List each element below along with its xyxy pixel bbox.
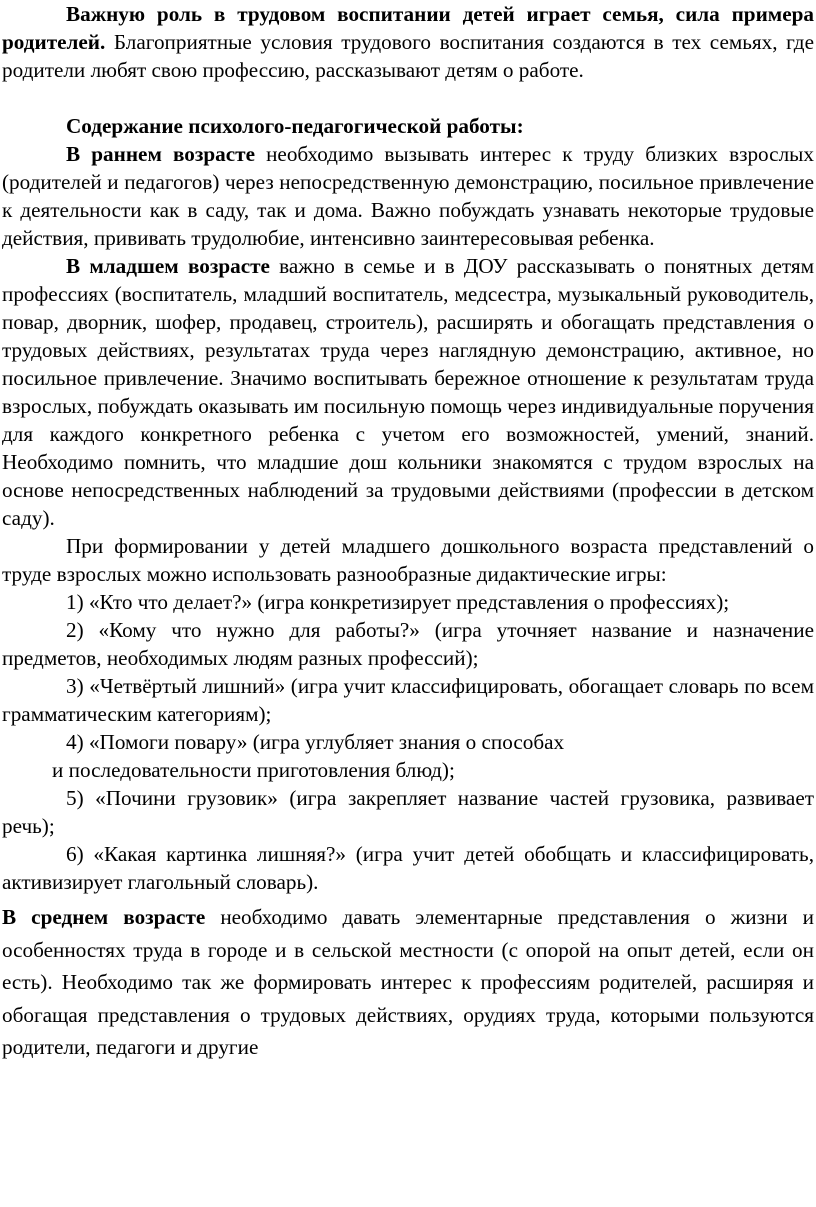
intro-paragraph	[2, 0, 814, 84]
early-bold: В раннем возрасте	[66, 142, 255, 166]
middle-text: необходимо давать элементарные представления о жизни и особенностях труда в городе и в сельской местности (с опорой на опыт детей, если он есть). Необходимо так же формировать интерес к профессиям родителей, расширяя и обогащая представления о трудовых действиях, орудиях труда, которыми пользуются родители, педагоги и другие	[2, 905, 814, 1059]
middle-bold: В среднем возрасте	[2, 905, 206, 929]
junior-age-paragraph	[2, 252, 814, 532]
section-title-text: Содержание психолого-педагогической работы:	[66, 114, 524, 138]
list-item: 5) «Почини грузовик» (игра закрепляет название частей грузовика, развивает речь);	[2, 786, 814, 838]
list-item: 2) «Кому что нужно для работы?» (игра уточняет название и назначение предметов, необходимых людям разных профессий);	[2, 618, 814, 670]
list-item: 6) «Какая картинка лишняя?» (игра учит детей обобщать и классифицировать, активизирует глагольный словарь).	[2, 842, 814, 894]
junior-text: важно в семье и в ДОУ рассказывать о понятных детям профессиях (воспитатель, младший воспитатель, медсестра, музыкальный руководитель, повар, дворник, шофер, продавец, строитель), расширять и обогащать представления о трудовых действиях, результатах труда через наглядную демонстрацию, активное, но посильное привлечение. Значимо воспитывать бережное отношение к результатам труда взрослых, побуждать оказывать им посильную помощь через индивидуальные поручения для каждого конкретного ребенка с учетом его возможностей, умений, знаний. Необходимо помнить, что младшие дош кольники знакомятся с трудом взрослых на основе непосредственных наблюдений за трудовыми действиями (профессии в детском саду).	[2, 254, 814, 530]
list-item: 3) «Четвёртый лишний» (игра учит классифицировать, обогащает словарь по всем грамматическим категориям);	[2, 674, 814, 726]
middle-age-paragraph	[2, 901, 814, 1064]
list-item-continuation: и последовательности приготовления блюд);	[52, 758, 455, 782]
early-text: необходимо вызывать интерес к труду близких взрослых (родителей и педагогов) через непосредственную демонстрацию, посильное привлечение к деятельности как в саду, так и дома. Важно побуждать узнавать некоторые трудовые действия, прививать трудолюбие, интенсивно заинтересовывая ребенка.	[2, 142, 814, 250]
junior-bold: В младшем возрасте	[66, 254, 270, 278]
list-item: 4) «Помоги повару» (игра углубляет знания о способах	[66, 730, 565, 754]
intro-bold: Важную роль в трудовом воспитании детей играет семья, сила примера родителей.	[2, 2, 814, 54]
intro-text: Благоприятные условия трудового воспитания создаются в тех семьях, где родители любят свою профессию, рассказывают детям о работе.	[2, 30, 814, 82]
games-intro-paragraph: При формировании у детей младшего дошкольного возраста представлений о труде взрослых можно использовать разнообразные дидактические игры:	[2, 534, 814, 586]
early-age-paragraph	[2, 140, 814, 252]
section-title	[2, 112, 814, 140]
spacer	[2, 84, 814, 112]
list-item: 1) «Кто что делает?» (игра конкретизирует представления о профессиях);	[66, 590, 730, 614]
